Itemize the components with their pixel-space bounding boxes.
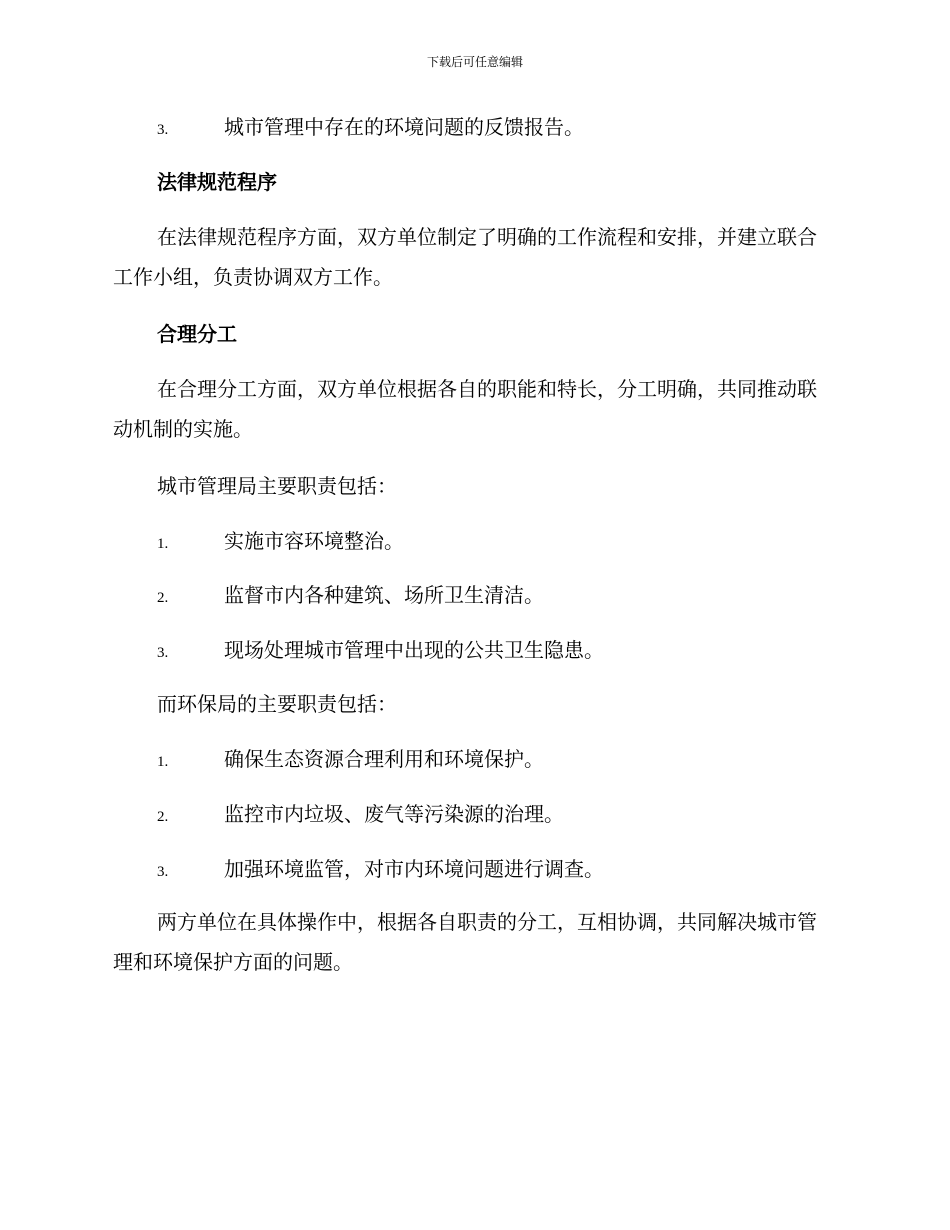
list-item bbox=[157, 799, 564, 832]
list-number: 3. bbox=[157, 864, 169, 880]
list-number: 1. bbox=[157, 536, 169, 552]
list-item bbox=[157, 580, 544, 613]
list-text: 现场处理城市管理中出现的公共卫生隐患。 bbox=[224, 638, 604, 662]
list-text: 城市管理中存在的环境问题的反馈报告。 bbox=[224, 115, 584, 139]
section-heading-legal: 法律规范程序 bbox=[157, 170, 277, 194]
list-text: 加强环境监管，对市内环境问题进行调查。 bbox=[224, 857, 604, 881]
paragraph-final: 两方单位在具体操作中，根据各自职责的分工，互相协调，共同解决城市管理和环境保护方面的问题。 bbox=[113, 910, 817, 974]
list-item bbox=[157, 854, 604, 887]
list-item bbox=[157, 112, 584, 145]
list-number: 2. bbox=[157, 809, 169, 825]
page-header: 下载后可任意编辑 bbox=[426, 55, 523, 69]
paragraph-legal: 在法律规范程序方面，双方单位制定了明确的工作流程和安排，并建立联合工作小组，负责协调双方工作。 bbox=[113, 225, 817, 289]
paragraph-division: 在合理分工方面，双方单位根据各自的职能和特长，分工明确，共同推动联动机制的实施。 bbox=[113, 377, 817, 441]
city-duties-lead: 城市管理局主要职责包括： bbox=[157, 474, 397, 498]
list-text: 监督市内各种建筑、场所卫生清洁。 bbox=[224, 583, 544, 607]
list-text: 实施市容环境整治。 bbox=[224, 529, 404, 553]
list-item bbox=[157, 635, 604, 668]
list-item bbox=[157, 526, 404, 559]
list-text: 确保生态资源合理利用和环境保护。 bbox=[224, 747, 544, 771]
list-item bbox=[157, 744, 544, 777]
section-heading-division: 合理分工 bbox=[157, 322, 237, 346]
list-number: 3. bbox=[157, 645, 169, 661]
list-number: 2. bbox=[157, 590, 169, 606]
list-text: 监控市内垃圾、废气等污染源的治理。 bbox=[224, 802, 564, 826]
list-number: 3. bbox=[157, 122, 169, 138]
list-number: 1. bbox=[157, 754, 169, 770]
env-duties-lead: 而环保局的主要职责包括： bbox=[157, 692, 397, 716]
